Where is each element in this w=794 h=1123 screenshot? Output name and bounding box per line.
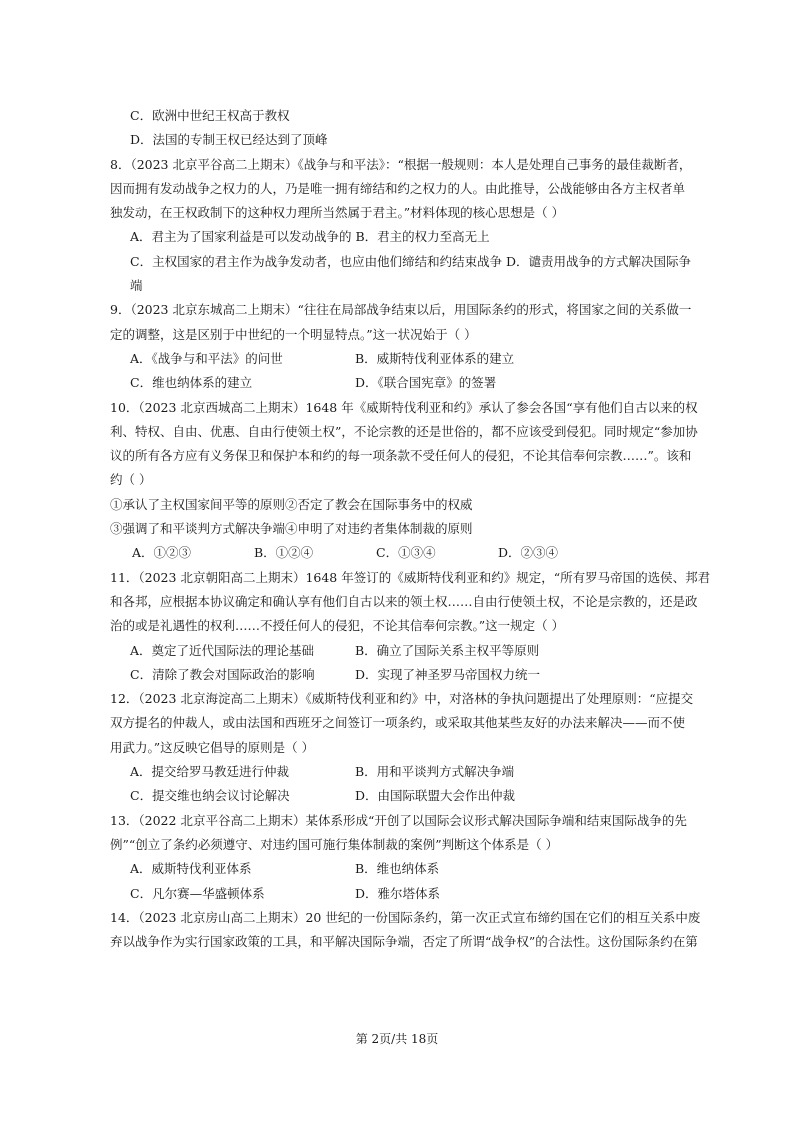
option-d: D．雅尔塔体系 [355,885,441,901]
option-c: C．清除了教会对国际政治的影响 [130,666,315,682]
page-content [110,104,711,954]
question-9 [110,298,692,395]
question-text-line: 议的所有各方应有义务保卫和保护本和约的每一项条款不受任何人的侵犯，不论其信奉何宗教……”。该和 [110,448,692,464]
option-c: C．①③④ [376,545,436,561]
question-text-line: 弃以战争作为实行国家政策的工具，和平解决国际争端，否定了所谓“战争权”的合法性。这份国际条约在第 [110,934,698,950]
option-c: C．维也纳体系的建立 [130,375,253,391]
option-d: D．法国的专制王权已经达到了顶峰 [130,132,328,148]
question-text-line: 例”“创立了条约必须遵守、对违约国可施行集体制裁的案例”判断这个体系是（ ） [110,836,559,852]
option-a: A．①②③ [132,545,192,561]
option-a: A．奠定了近代国际法的理论基础 [130,642,315,658]
question-text-line: 8．（2023 北京平谷高二上期末）《战争与和平法》：“根据一般规则：本人是处理自己事务的最佳裁断者， [110,156,692,172]
option-a: A．《战争与和平法》的问世 [130,350,283,366]
question-8 [110,153,692,299]
question-text-line: 约（ ） [110,472,152,488]
options-line: C．主权国家的君主作为战争发动者，也应由他们缔结和约结束战争 D．谴责用战争的方式解决国际争 [130,253,692,269]
question-text-line: 10．（2023 北京西城高二上期末）1648 年《威斯特伐利亚和约》承认了参会各国“享有他们自古以来的权 [110,399,698,415]
options-row [110,882,685,906]
options-row [110,347,685,371]
options-row [110,784,685,808]
question-text-line: 和各邦，应根据本协议确定和确认享有他们自古以来的领土权……自由行使领土权，不论是宗教的，还是政 [110,593,698,609]
question-text-line: 因而拥有发动战争之权力的人，乃是唯一拥有缔结和约之权力的人。由此推导，公战能够由各方主权者单 [110,180,686,196]
options-row [110,857,685,881]
question-text-line: 双方提名的仲裁人，或由法国和西班牙之间签订一项条约，或采取其他某些友好的办法来解决——而不使 [110,715,686,731]
question-12 [110,687,694,808]
question-14 [110,906,701,955]
options-row [110,541,685,565]
option-b: B．①②④ [254,545,314,561]
options-row [110,639,685,663]
question-text-line: 治的或是礼遇性的权利……不授任何人的侵犯，不论其信奉何宗教。”这一规定（ ） [110,618,565,634]
option-b: B．确立了国际关系主权平等原则 [355,642,540,658]
options-line: 端 [130,278,143,294]
options-line: A．君主为了国家利益是可以发动战争的 B．君主的权力至高无上 [130,229,490,245]
option-b: B．维也纳体系 [355,861,440,877]
option-c: C．提交维也纳会议讨论解决 [130,788,290,804]
option-c: C．凡尔赛—华盛顿体系 [130,885,265,901]
option-d: D．《联合国宪章》的签署 [355,375,497,391]
question-11 [110,566,711,687]
option-b: B．威斯特伐利亚体系的建立 [355,350,515,366]
option-d: D．实现了神圣罗马帝国权力统一 [355,666,541,682]
question-text-line: 9．（2023 北京东城高二上期末）“往往在局部战争结束以后，用国际条约的形式，将国家之间的关系做一 [110,302,692,318]
option-d: D．②③④ [498,545,559,561]
option-c: C．欧洲中世纪王权高于教权 [130,108,290,123]
options-row [110,663,685,687]
question-13 [110,809,685,906]
question-text-line: 13．（2022 北京平谷高二上期末）某体系形成“开创了以国际会议形式解决国际争端和结束国际战争的先 [110,812,687,828]
statement-line: ①承认了主权国家间平等的原则②否定了教会在国际事务中的权威 [110,496,473,512]
option-b: B．用和平谈判方式解决争端 [355,764,515,780]
question-text-line: 用武力。”这反映它倡导的原则是（ ） [110,739,315,755]
question-text-line: 14．（2023 北京房山高二上期末）20 世纪的一份国际条约，第一次正式宣布缔约国在它们的相互关系中废 [110,909,701,925]
options-row [110,760,685,784]
question-text-line: 12．（2023 北京海淀高二上期末）《威斯特伐利亚和约》中，对洛林的争执问题提出了处理原则：“应提交 [110,691,694,707]
question-text-line: 利、特权、自由、优惠、自由行使领土权”，不论宗教的还是世俗的，都不应该受到侵犯。同时规定“参加协 [110,423,698,439]
option-a: A．威斯特伐利亚体系 [130,861,252,877]
options-row [110,371,685,395]
question-text-line: 独发动，在王权政制下的这种权力理所当然属于君主。”材料体现的核心思想是（ ） [110,205,565,221]
question-text-line: 定的调整，这是区别于中世纪的一个明显特点。”这一状况始于（ ） [110,326,477,342]
question-text-line: 11．（2023 北京朝阳高二上期末）1648 年签订的《威斯特伐利亚和约》规定，“所有罗马帝国的选侯、邦君 [110,569,711,585]
statement-line: ③强调了和平谈判方式解决争端④申明了对违约者集体制裁的原则 [110,521,473,537]
page-number-footer: 第 2页/共 18页 [355,1032,439,1046]
option-a: A．提交给罗马教廷进行仲裁 [130,764,290,780]
question-10 [110,396,698,566]
option-d: D．由国际联盟大会作出仲裁 [355,788,516,804]
